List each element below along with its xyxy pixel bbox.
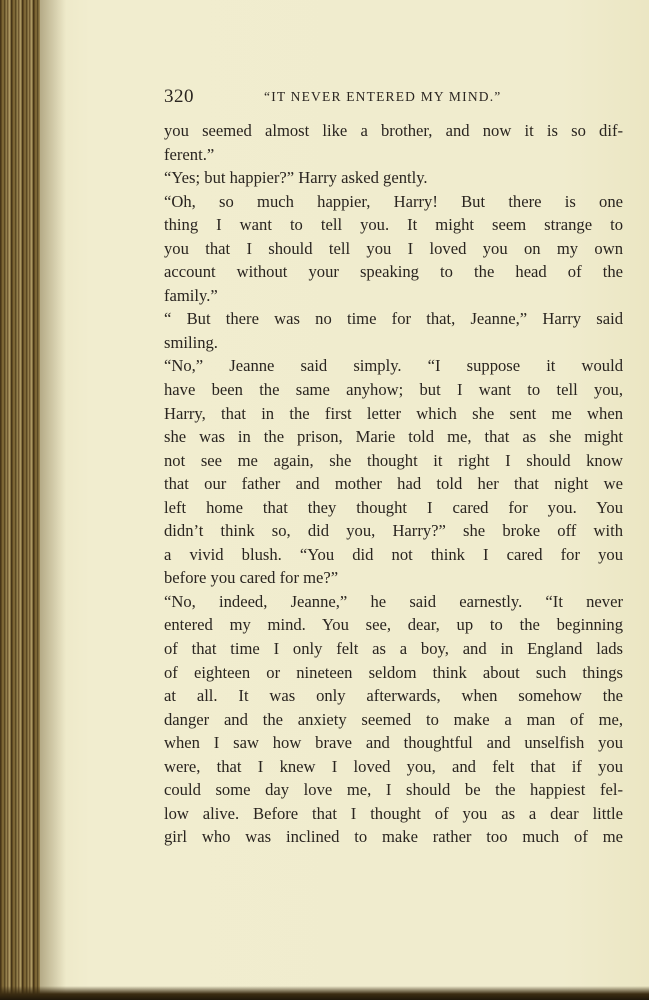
text-line: “Oh, so much happier, Harry! But there is one (164, 191, 623, 211)
text-line: ferent.” (164, 144, 215, 164)
page-header (164, 86, 624, 108)
page-bottom-edge (0, 986, 649, 1000)
text-line: have been the same anyhow; but I want to tell you, (164, 380, 623, 400)
text-line: a vivid blush. “You did not think I cared for you (164, 544, 623, 564)
text-line: family.” (164, 285, 218, 305)
text-line: account without your speaking to the head of the (164, 262, 623, 282)
text-line: you that I should tell you I loved you on my own (164, 238, 623, 258)
page-number: 320 (164, 86, 194, 107)
text-line: that our father and mother had told her that night we (164, 474, 623, 494)
text-line: low alive. Before that I thought of you as a dear little (164, 803, 623, 823)
text-line: “No,” Jeanne said simply. “I suppose it would (164, 356, 623, 376)
text-line: danger and the anxiety seemed to make a man of me, (164, 709, 623, 729)
text-line: could some day love me, I should be the happiest fel- (164, 780, 623, 800)
running-head: “IT NEVER ENTERED MY MIND.” (264, 89, 502, 104)
text-line: girl who was inclined to make rather too much of me (164, 827, 623, 847)
text-line: when I saw how brave and thoughtful and unselfish you (164, 733, 623, 753)
text-line: smiling. (164, 332, 218, 352)
gutter-shadow (40, 0, 66, 1000)
text-line: “Yes; but happier?” Harry asked gently. (164, 168, 428, 188)
text-line: “ But there was no time for that, Jeanne,” Harry said (164, 309, 623, 329)
text-line: of that time I only felt as a boy, and in England lads (164, 639, 623, 659)
body-text (164, 119, 623, 849)
text-line: not see me again, she thought it right I should know (164, 450, 623, 470)
text-line: of eighteen or nineteen seldom think about such things (164, 662, 623, 682)
book-spine (0, 0, 40, 1000)
text-line: thing I want to tell you. It might seem strange to (164, 215, 623, 235)
text-line: at all. It was only afterwards, when somehow the (164, 686, 623, 706)
text-line: entered my mind. You see, dear, up to the beginning (164, 615, 623, 635)
text-line: didn’t think so, did you, Harry?” she broke off with (164, 521, 623, 541)
text-line: were, that I knew I loved you, and felt that if you (164, 756, 623, 776)
text-line: left home that they thought I cared for you. You (164, 497, 623, 517)
text-line: Harry, that in the first letter which she sent me when (164, 403, 623, 423)
text-line: before you cared for me?” (164, 568, 339, 588)
text-line: “No, indeed, Jeanne,” he said earnestly. “It never (164, 591, 623, 611)
text-line: you seemed almost like a brother, and now it is so dif- (164, 121, 623, 140)
text-line: she was in the prison, Marie told me, that as she might (164, 427, 623, 447)
